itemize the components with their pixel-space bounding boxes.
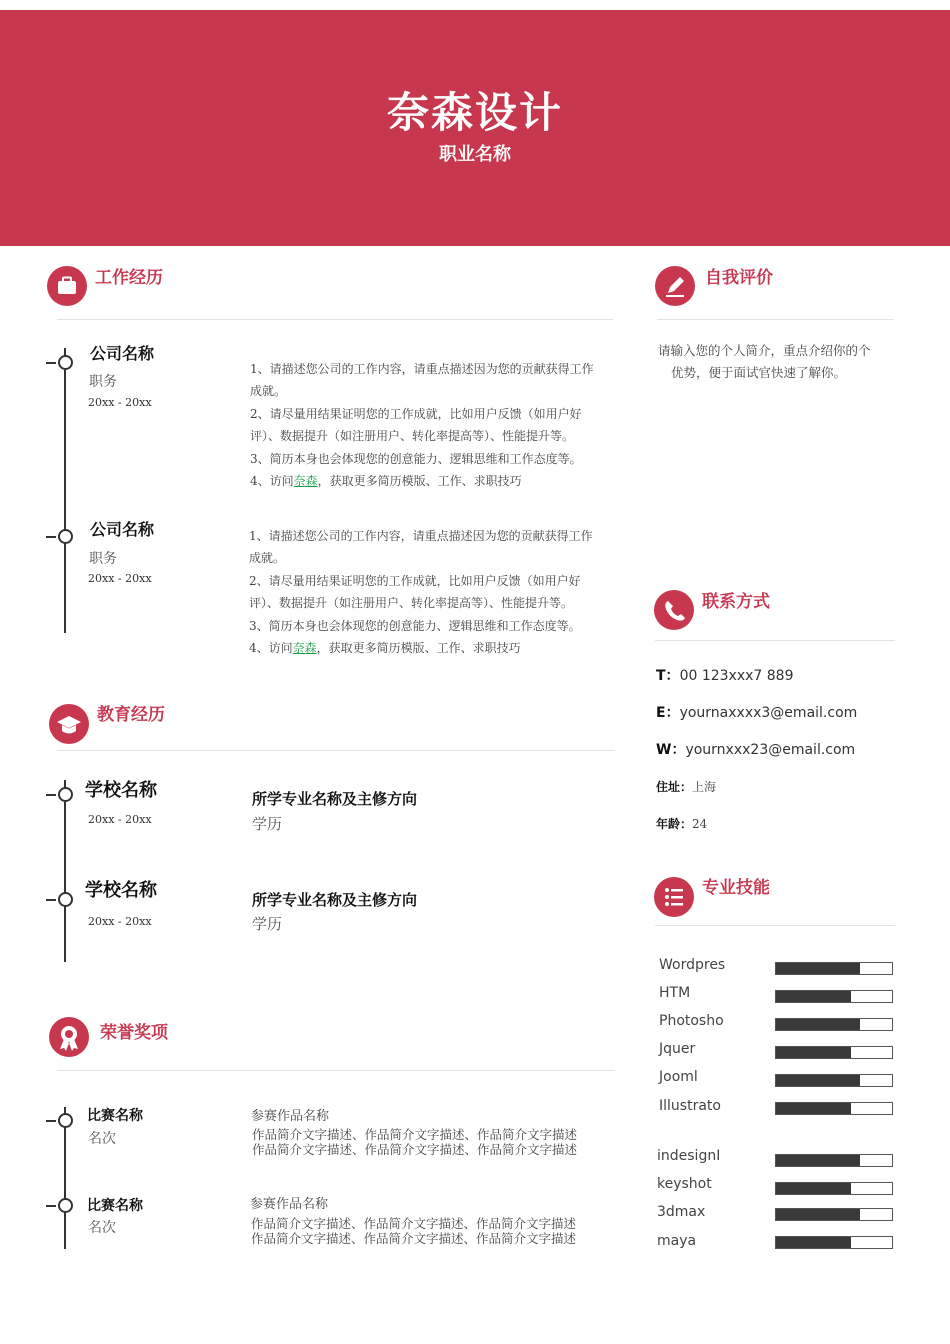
contact-website: W：yournxxx23@email.com [656, 742, 856, 758]
major-name: 所学专业名称及主修方向 [252, 891, 418, 909]
desc-line: 4、访问奈森，获取更多简历模版、工作、求职技巧 [250, 474, 522, 489]
skill-bar-fill [776, 963, 860, 974]
skill-bar [775, 1102, 893, 1115]
skill-bar-fill [776, 1019, 860, 1030]
desc-line: 4、访问奈森，获取更多简历模版、工作、求职技巧 [249, 641, 521, 656]
skill-bar-fill [776, 1237, 851, 1248]
contact-phone: T：00 123xxx7 889 [656, 668, 794, 684]
skill-name: Photosho [659, 1013, 724, 1029]
skill-name: keyshot [657, 1176, 712, 1192]
work-date: 20xx - 20xx [88, 572, 152, 585]
job-position: 职务 [89, 551, 117, 567]
skill-bar [775, 1046, 893, 1059]
desc-line: 成就。 [250, 384, 287, 399]
skill-bar-fill [776, 1047, 851, 1058]
contact-email: E：yournaxxxx3@email.com [656, 705, 858, 721]
skill-bar [775, 1074, 893, 1087]
skill-name: Illustrato [659, 1098, 721, 1114]
degree: 学历 [252, 815, 283, 833]
skill-bar [775, 962, 893, 975]
section-title-work: 工作经历 [95, 268, 163, 288]
section-title-self-eval: 自我评价 [705, 268, 773, 288]
site-link[interactable]: 奈森 [293, 474, 318, 489]
section-title-honors: 荣誉奖项 [100, 1023, 168, 1043]
skill-bar-fill [776, 1075, 860, 1086]
section-title-skills: 专业技能 [702, 878, 770, 898]
desc-line: 3、简历本身也会体现您的创意能力、逻辑思维和工作态度等。 [249, 618, 581, 633]
school-name: 学校名称 [85, 780, 157, 801]
desc-line: 1、请描述您公司的工作内容，请重点描述因为您的贡献获得工作 [250, 362, 594, 376]
site-link[interactable]: 奈森 [292, 641, 317, 656]
skill-name: Wordpres [659, 957, 726, 973]
desc-line: 3、简历本身也会体现您的创意能力、逻辑思维和工作态度等。 [250, 451, 582, 466]
entry-description: 作品简介文字描述、作品简介文字描述、作品简介文字描述 作品简介文字描述、作品简介文字描述、作品简介文字描述 [251, 1216, 577, 1246]
entry-description: 作品简介文字描述、作品简介文字描述、作品简介文字描述 作品简介文字描述、作品简介文字描述、作品简介文字描述 [252, 1127, 578, 1157]
rank: 名次 [88, 1131, 116, 1147]
desc-line: 1、请描述您公司的工作内容，请重点描述因为您的贡献获得工作 [249, 529, 593, 543]
edu-date: 20xx - 20xx [88, 813, 152, 826]
desc-line: 2、请尽量用结果证明您的工作成就，比如用户反馈（如用户好 [249, 573, 581, 588]
skill-bar-fill [776, 1155, 860, 1166]
skill-bar [775, 1154, 893, 1167]
skill-bar-fill [776, 991, 851, 1002]
self-evaluation-text: 请输入您的个人简介，重点介绍你的个 优势，便于面试官快速了解你。 [658, 343, 871, 380]
skill-bar [775, 990, 893, 1003]
skill-bar [775, 1018, 893, 1031]
skill-bar [775, 1236, 893, 1249]
job-position: 职务 [89, 374, 117, 390]
skill-bar [775, 1208, 893, 1221]
skill-bar-fill [776, 1103, 851, 1114]
skill-bar-fill [776, 1183, 851, 1194]
rank: 名次 [88, 1220, 116, 1236]
entry-name: 参赛作品名称 [251, 1109, 330, 1124]
desc-line: 成就。 [249, 551, 286, 566]
skill-name: maya [657, 1233, 697, 1249]
skill-name: 3dmax [657, 1204, 706, 1220]
skill-name: indesignI [657, 1148, 721, 1164]
desc-line: 2、请尽量用结果证明您的工作成就，比如用户反馈（如用户好 [250, 406, 582, 421]
contact-age: 年龄：24 [656, 817, 708, 831]
skill-name: Jquer [659, 1041, 696, 1057]
skill-name: Jooml [659, 1069, 698, 1085]
major-name: 所学专业名称及主修方向 [252, 790, 418, 808]
company-name: 公司名称 [90, 520, 155, 539]
desc-line: 评）、数据提升（如注册用户、转化率提高等）、性能提升等。 [249, 596, 574, 611]
skill-name: HTM [659, 985, 691, 1001]
entry-name: 参赛作品名称 [250, 1197, 329, 1212]
company-name: 公司名称 [90, 344, 155, 363]
section-title-contact: 联系方式 [702, 592, 770, 612]
school-name: 学校名称 [85, 880, 157, 901]
competition-name: 比赛名称 [87, 1108, 143, 1124]
desc-line: 评）、数据提升（如注册用户、转化率提高等）、性能提升等。 [250, 429, 575, 444]
edu-date: 20xx - 20xx [88, 915, 152, 928]
competition-name: 比赛名称 [87, 1198, 143, 1214]
work-date: 20xx - 20xx [88, 396, 152, 409]
skill-bar-fill [776, 1209, 860, 1220]
degree: 学历 [252, 915, 283, 933]
skill-bar [775, 1182, 893, 1195]
job-title: 职业名称 [439, 144, 511, 165]
resume-name: 奈森设计 [386, 88, 563, 137]
contact-address: 住址：上海 [656, 780, 717, 794]
section-title-education: 教育经历 [97, 705, 165, 725]
